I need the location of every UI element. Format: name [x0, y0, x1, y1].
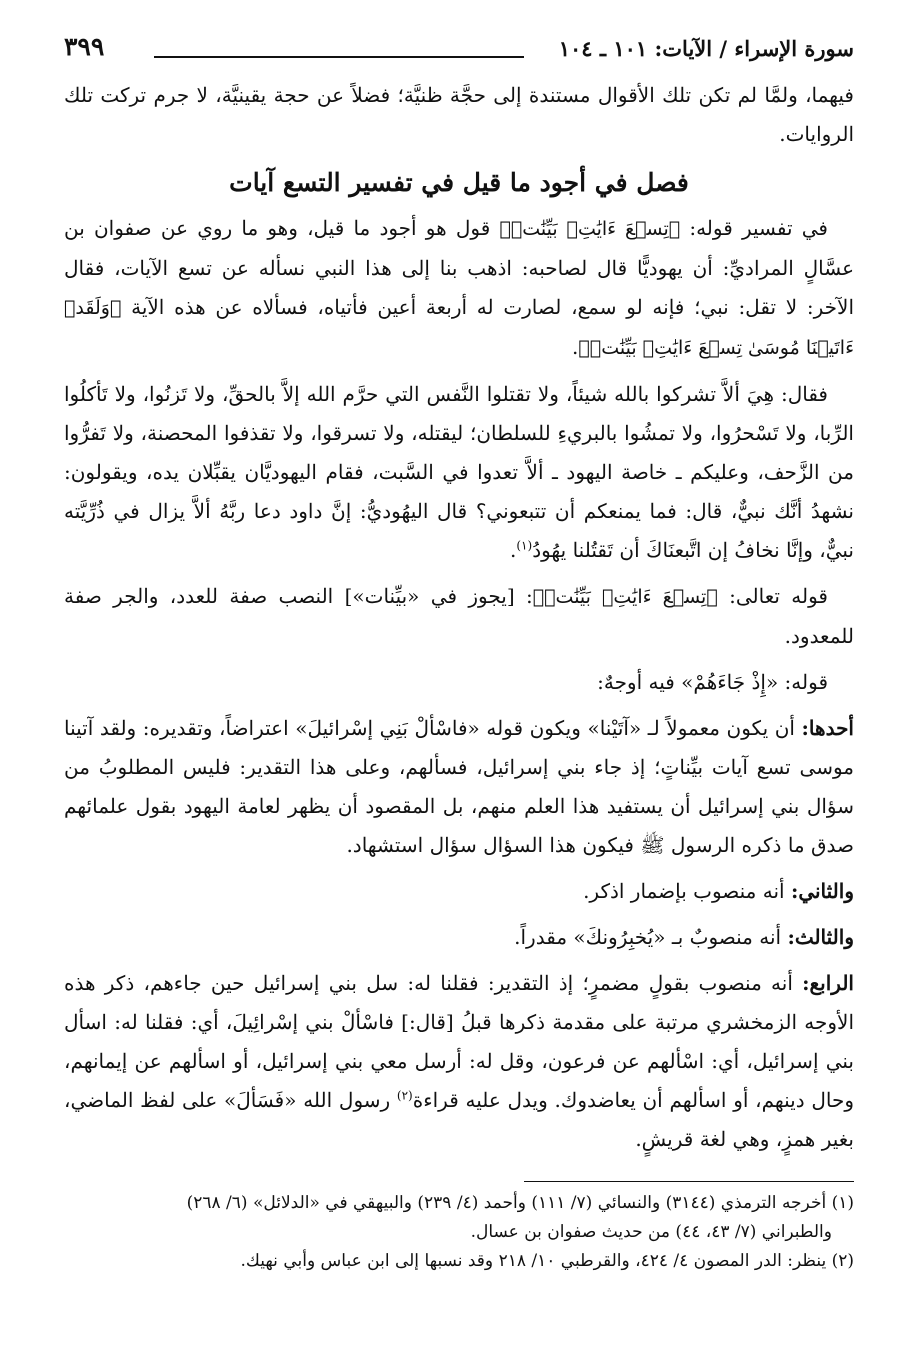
paragraph-text: فيهما، ولمَّا لم تكن تلك الأقوال مستندة إلى حجَّة ظنيَّة؛ فضلاً عن حجة يقينيَّة، لا جرم تركت تلك الروايات. [64, 83, 854, 146]
paragraph-text: رسول الله «فَسَألَ» على لفظ الماضي، بغير همزٍ، وهي لغة قريشٍ. [64, 1088, 854, 1151]
header-rule [154, 56, 524, 58]
paragraph-text: أنه منصوبٌ بـ «يُخبِرُونكَ» مقدراً. [514, 925, 788, 949]
footnote-marker: (٢) [396, 1088, 413, 1103]
main-text [64, 76, 854, 1159]
paragraph-text: قوله تعالى: [717, 584, 828, 608]
quran-quote: ﴿وَلَقَدۡ ءَاتَيۡنَا مُوسَىٰ تِسۡعَ ءَايَٰتِۭ بَيِّنَٰتٖ﴾ [64, 297, 854, 359]
paragraph-lead: الرابع: [802, 971, 854, 995]
paragraph-text: في تفسير قوله: [680, 216, 828, 240]
footnote-marker: (١) [516, 538, 533, 553]
quran-quote: ﴿تِسۡعَ ءَايَٰتِۭ بَيِّنَٰتٖ﴾ [532, 586, 718, 608]
paragraph-text: فقال: هِيَ ألاَّ تشركوا بالله شيئاً، ولا تقتلوا النَّفس التي حرَّم الله إلاَّ بالحقِّ، ولا تَزنُوا، ولا تَأكلُوا الرِّبا، ولا تَسْحرُوا، ولا تمشُوا بالبريءِ للسلطان؛ ليقتله، ولا تسرقوا، ولا تقذفوا المحصنة، ولا تَفرُّوا من الزَّحف، وعليكم ـ خاصة اليهود ـ ألاَّ تعدوا في السَّبت، فقام اليهوديَّان يقبِّلان يده، ويقولون: نشهدُ أنَّك نبيٌّ، قال: فما يمنعكم أن تتبعوني؟ قال اليهُوديُّ: إنَّ داود دعا ربَّهُ ألاَّ يزال في ذُرِّيَّته نبيٌّ، وإنَّا نخافُ إن اتَّبعنَاكَ أن تَقتُلنا يهُودُ [64, 382, 854, 562]
paragraph-text: أنه منصوب بإضمار اذكر. [583, 879, 791, 903]
quran-quote: ﴿تِسۡعَ ءَايَٰتِۭ بَيِّنَٰتٖ﴾ [499, 218, 681, 240]
paragraph [64, 577, 854, 656]
paragraph [64, 709, 854, 865]
paragraph [64, 375, 854, 570]
paragraph-text: . [572, 335, 579, 359]
footnote-rule [524, 1181, 854, 1182]
paragraph-text: أن يكون معمولاً لـ «آتَيْنا» ويكون قوله «فاسْألْ بَنِي إسْرائيلَ» اعتراضاً، وتقديره: ولقد آتينا موسى تسع آيات بيِّناتٍ؛ إذ جاء بني إسرائيل، فسألهم، وعلى هذا التقدير: فليس المطلوبُ من سؤال بني إسرائيل أن يستفيد هذا العلم منهم، بل المقصود أن يظهر لعامة اليهود بقول علمائهم صدق ما ذكره الرسول ﷺ فيكون هذا السؤال سؤال استشهاد. [64, 716, 854, 857]
footnote: (٢) ينظر: الدر المصون ٤/ ٤٢٤، والقرطبي ١٠/ ٢١٨ وقد نسبها إلى ابن عباس وأبي نهيك. [240, 1251, 854, 1271]
book-page [64, 30, 854, 1350]
paragraph-lead: أحدها: [801, 716, 854, 740]
paragraph [64, 918, 854, 957]
footnotes [64, 1190, 854, 1275]
paragraph-lead: والثالث: [787, 925, 854, 949]
paragraph-lead: والثاني: [790, 879, 854, 903]
paragraph [64, 872, 854, 911]
footnote: (١) أخرجه الترمذي (٣١٤٤) والنسائي (٧/ ١١١) وأحمد (٤/ ٢٣٩) والبيهقي في «الدلائل» (٦/ ٢٦٨) [186, 1193, 854, 1213]
header-title: سورة الإسراء / الآيات: ١٠١ ـ ١٠٤ [558, 36, 854, 61]
section-heading: فصل في أجود ما قيل في تفسير التسع آيات [229, 168, 689, 197]
running-header [64, 30, 854, 76]
page-number: ٣٩٩ [64, 32, 105, 61]
paragraph [64, 663, 854, 702]
paragraph-text: . [510, 538, 517, 562]
paragraph [64, 964, 854, 1159]
paragraph-text: أنه منصوب بقولٍ مضمرٍ؛ إذ التقدير: فقلنا له: سل بني إسرائيل حين جاءهم، ذكر هذه الأوجه الزمخشري مرتبة على مقدمة ذكرها قبلُ [قال:] فاسْألْ بني إسْرائِيلَ، أي: فقلنا له: اسأل بني إسرائيل، أي: اسْألهم عن فرعون، وقل له: أرسل معي بني إسرائيل، أو اسألهم عن إيمانهم، وحال دينهم، أو اسألهم أن يعاضدوك. ويدل عليه قراءة [64, 971, 854, 1112]
footnote-continuation: والطبراني (٧/ ٤٣، ٤٤) من حديث صفوان بن عسال. [470, 1222, 832, 1242]
paragraph [64, 76, 854, 154]
paragraph [64, 209, 854, 368]
paragraph-text: قول هو أجود ما قيل، وهو ما روي عن صفوان بن عسَّالٍ المراديِّ: أن يهوديًّا قال لصاحبه: اذهب بنا إلى هذا النبي نسأله عن تسع الآيات، فقال الآخر: لا تقل: نبي؛ فإنه لو سمع، لصارت له أربعة أعين فأتياه، فسألاه عن هذه الآية [64, 216, 854, 319]
paragraph-text: قوله: «إِذْ جَاءَهُمْ» فيه أوجهٌ: [597, 670, 828, 694]
paragraph-text: : [يجوز في «بيِّنات»] النصب صفة للعدد، والجر صفة للمعدود. [64, 584, 854, 648]
